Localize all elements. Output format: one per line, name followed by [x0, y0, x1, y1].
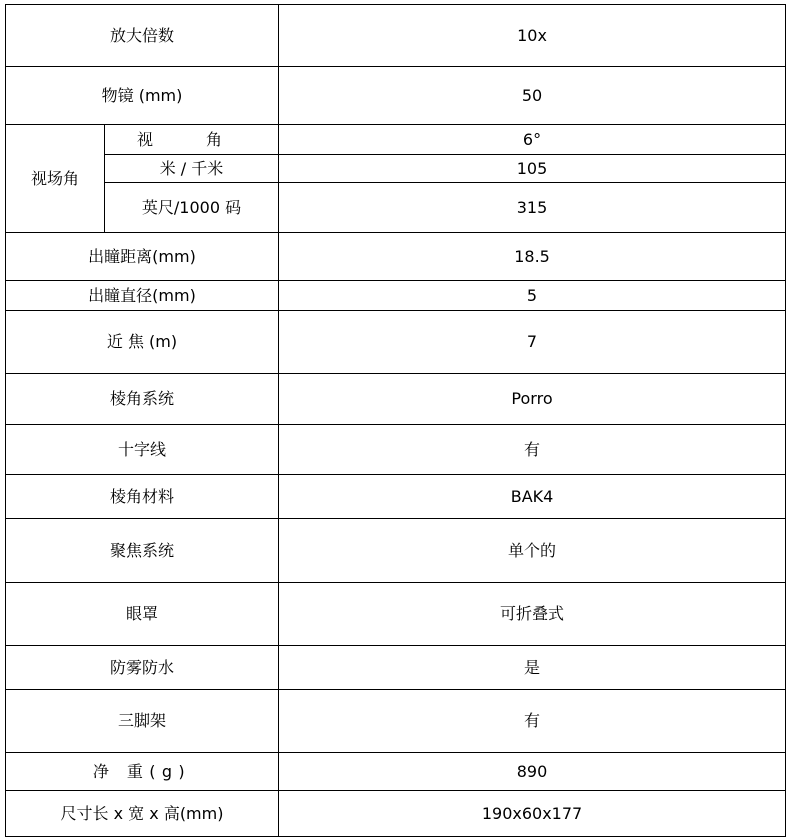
spec-sublabel-m-per-km: 米 / 千米	[105, 155, 279, 183]
spec-value-ft-per-1000yd: 315	[279, 183, 786, 233]
table-row	[6, 519, 786, 583]
table-row	[6, 311, 786, 374]
table-row	[6, 425, 786, 475]
spec-value-eye-relief: 18.5	[279, 233, 786, 281]
table-row	[6, 753, 786, 791]
spec-value-eyecup: 可折叠式	[279, 583, 786, 646]
spec-label-eyecup: 眼罩	[6, 583, 279, 646]
spec-value-focus-system: 单个的	[279, 519, 786, 583]
spec-label-net-weight: 净 重(g)	[6, 753, 279, 791]
spec-label-magnification: 放大倍数	[6, 5, 279, 67]
spec-sublabel-ft-per-1000yd: 英尺/1000 码	[105, 183, 279, 233]
table-row	[6, 125, 786, 155]
spec-label-prism-system: 棱角系统	[6, 374, 279, 425]
spec-label-dimensions: 尺寸长 x 宽 x 高(mm)	[6, 791, 279, 837]
spec-label-objective: 物镜 (mm)	[6, 67, 279, 125]
table-row	[6, 67, 786, 125]
table-row	[6, 5, 786, 67]
spec-value-dimensions: 190x60x177	[279, 791, 786, 837]
spec-value-fog-waterproof: 是	[279, 646, 786, 690]
table-row	[6, 583, 786, 646]
table-row	[6, 791, 786, 837]
spec-label-exit-pupil: 出瞳直径(mm)	[6, 281, 279, 311]
spec-value-tripod: 有	[279, 690, 786, 753]
spec-value-objective: 50	[279, 67, 786, 125]
spec-sublabel-view-angle: 视 角	[105, 125, 279, 155]
table-row	[6, 183, 786, 233]
spec-value-prism-system: Porro	[279, 374, 786, 425]
spec-value-net-weight: 890	[279, 753, 786, 791]
spec-value-exit-pupil: 5	[279, 281, 786, 311]
spec-label-reticle: 十字线	[6, 425, 279, 475]
spec-table	[5, 4, 786, 837]
spec-value-reticle: 有	[279, 425, 786, 475]
spec-label-eye-relief: 出瞳距离(mm)	[6, 233, 279, 281]
table-row	[6, 646, 786, 690]
spec-value-close-focus: 7	[279, 311, 786, 374]
table-row	[6, 475, 786, 519]
table-row	[6, 233, 786, 281]
spec-label-fog-waterproof: 防雾防水	[6, 646, 279, 690]
table-row	[6, 374, 786, 425]
table-row	[6, 690, 786, 753]
spec-label-focus-system: 聚焦系统	[6, 519, 279, 583]
spec-value-prism-material: BAK4	[279, 475, 786, 519]
table-row	[6, 155, 786, 183]
spec-value-m-per-km: 105	[279, 155, 786, 183]
spec-label-close-focus: 近 焦 (m)	[6, 311, 279, 374]
spec-value-view-angle: 6°	[279, 125, 786, 155]
spec-value-magnification: 10x	[279, 5, 786, 67]
spec-label-prism-material: 棱角材料	[6, 475, 279, 519]
table-row	[6, 281, 786, 311]
spec-label-tripod: 三脚架	[6, 690, 279, 753]
spec-label-field-of-view: 视场角	[6, 125, 105, 233]
